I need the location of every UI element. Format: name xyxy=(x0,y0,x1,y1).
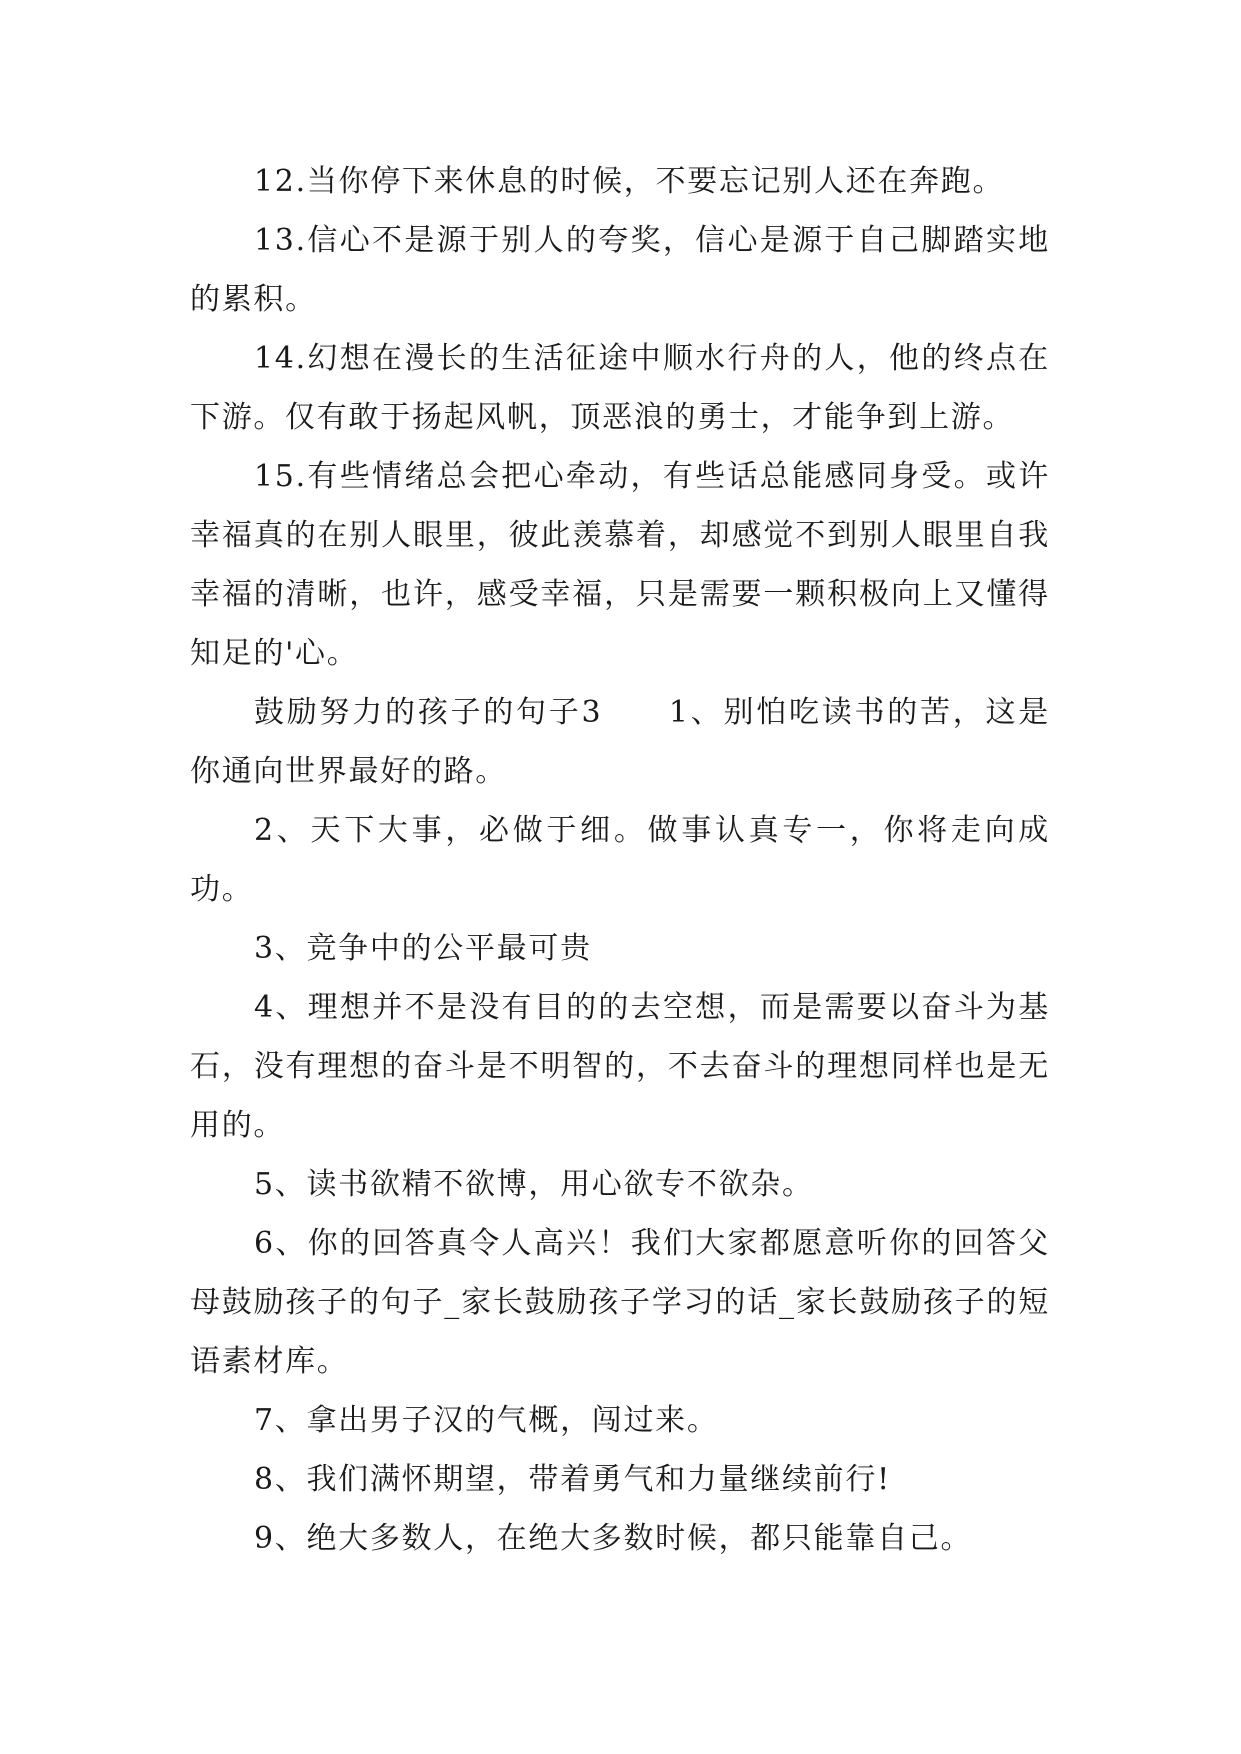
list-item-5: 5、读书欲精不欲博，用心欲专不欲杂。 xyxy=(254,1167,814,1202)
paragraph-15: 15.有些情绪总会把心牵动，有些话总能感同身受。或许幸福真的在别人眼里，彼此羡慕着，却感觉不到别人眼里自我幸福的清晰，也许，感受幸福，只是需要一颗积极向上又懂得知足的'心。 xyxy=(190,459,1050,671)
list-item-8: 8、我们满怀期望，带着勇气和力量继续前行! xyxy=(254,1462,891,1497)
list-item-9: 9、绝大多数人，在绝大多数时候，都只能靠自己。 xyxy=(254,1521,973,1556)
list-item-6: 6、你的回答真令人高兴！我们大家都愿意听你的回答父母鼓励孩子的句子_家长鼓励孩子学习的话_家长鼓励孩子的短语素材库。 xyxy=(190,1226,1050,1379)
section-heading-paragraph: 鼓励努力的孩子的句子3 1、别怕吃读书的苦，这是你通向世界最好的路。 xyxy=(190,695,1050,789)
list-item-3: 3、竞争中的公平最可贵 xyxy=(254,931,592,966)
list-item-4: 4、理想并不是没有目的的去空想，而是需要以奋斗为基石，没有理想的奋斗是不明智的，不去奋斗的理想同样也是无用的。 xyxy=(190,990,1050,1143)
paragraph-14: 14.幻想在漫长的生活征途中顺水行舟的人，他的终点在下游。仅有敢于扬起风帆，顶恶浪的勇士，才能争到上游。 xyxy=(190,341,1050,435)
list-item-2: 2、天下大事，必做于细。做事认真专一，你将走向成功。 xyxy=(190,813,1050,907)
list-item-7: 7、拿出男子汉的气概，闯过来。 xyxy=(254,1403,719,1438)
document-body xyxy=(190,152,1050,1568)
paragraph-12: 12.当你停下来休息的时候，不要忘记别人还在奔跑。 xyxy=(254,164,1005,199)
paragraph-13: 13.信心不是源于别人的夸奖，信心是源于自己脚踏实地的累积。 xyxy=(190,223,1050,317)
